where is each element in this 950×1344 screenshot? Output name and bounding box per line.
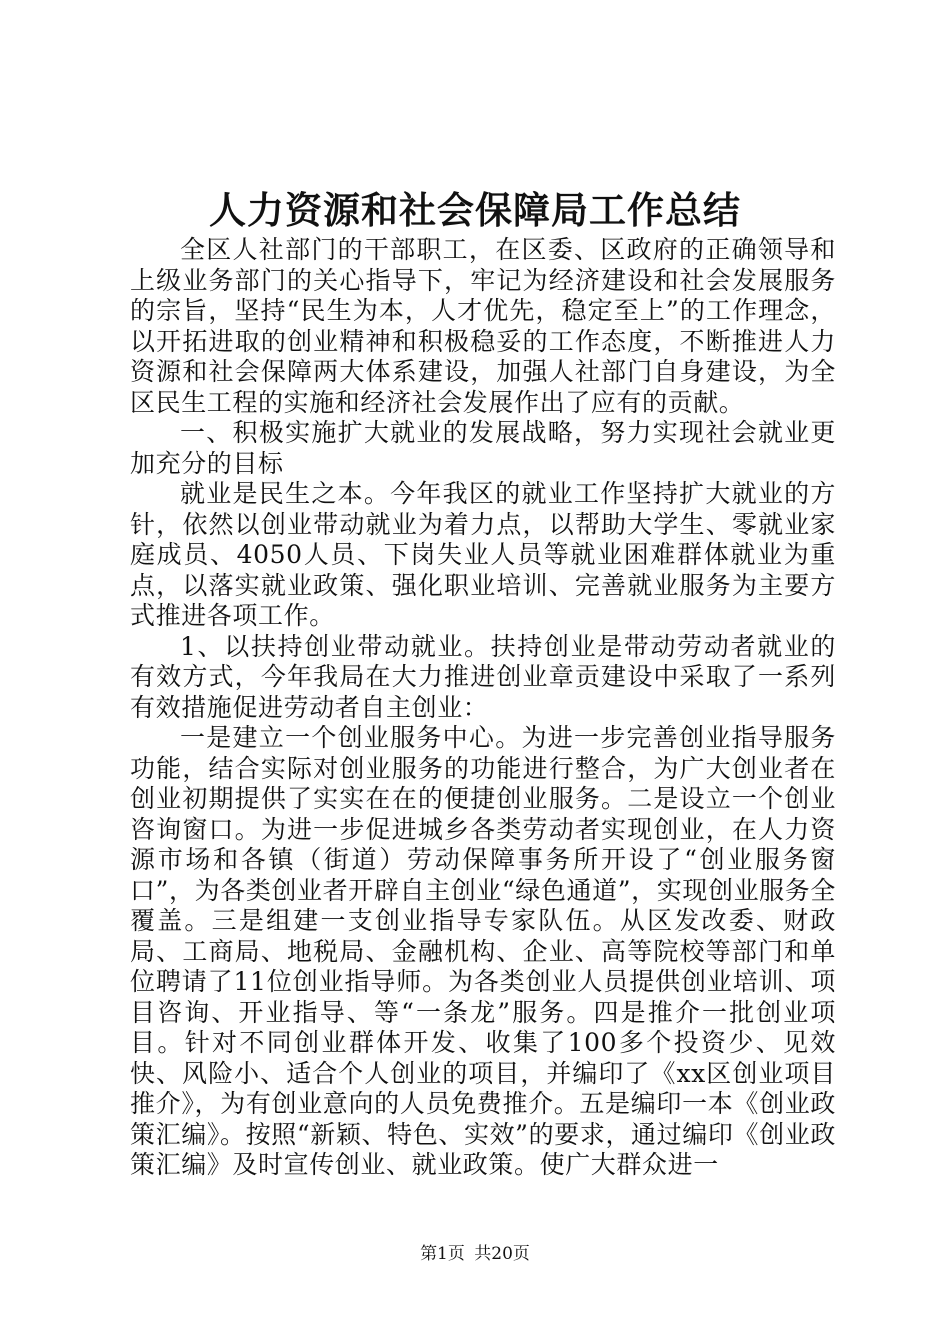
page-total: 共20页 [474, 1244, 530, 1264]
document-body [130, 235, 836, 1181]
paragraph-entrepreneurship: 1、以扶持创业带动就业。扶持创业是带动劳动者就业的有效方式，今年我局在大力推进创业章贡建设中采取了一系列有效措施促进劳动者自主创业： [130, 631, 836, 722]
page-footer [0, 1242, 950, 1266]
paragraph-intro: 全区人社部门的干部职工，在区委、区政府的正确领导和上级业务部门的关心指导下，牢记为经济建设和社会发展服务的宗旨，坚持“民生为本，人才优先，稳定至上”的工作理念，以开拓进取的创业精神和积极稳妥的工作态度，不断推进人力资源和社会保障两大体系建设，加强人社部门自身建设，为全区民生工程的实施和经济社会发展作出了应有的贡献。 [130, 235, 836, 417]
paragraph-measures: 一是建立一个创业服务中心。为进一步完善创业指导服务功能，结合实际对创业服务的功能进行整合，为广大创业者在创业初期提供了实实在在的便捷创业服务。二是设立一个创业咨询窗口。为进一步促进城乡各类劳动者实现创业，在人力资源市场和各镇（街道）劳动保障事务所开设了“创业服务窗口”，为各类创业者开辟自主创业“绿色通道”，实现创业服务全覆盖。三是组建一支创业指导专家队伍。从区发改委、财政局、工商局、地税局、金融机构、企业、高等院校等部门和单位聘请了11位创业指导师。为各类创业人员提供创业培训、项目咨询、开业指导、等“一条龙”服务。四是推介一批创业项目。针对不同创业群体开发、收集了100多个投资少、见效快、风险小、适合个人创业的项目，并编印了《xx区创业项目推介》，为有创业意向的人员免费推介。五是编印一本《创业政策汇编》。按照“新颖、特色、实效”的要求，通过编印《创业政策汇编》及时宣传创业、就业政策。使广大群众进一 [130, 723, 836, 1179]
paragraph-employment: 就业是民生之本。今年我区的就业工作坚持扩大就业的方针，依然以创业带动就业为着力点，以帮助大学生、零就业家庭成员、4050人员、下岗失业人员等就业困难群体就业为重点，以落实就业政策、强化职业培训、完善就业服务为主要方式推进各项工作。 [130, 479, 836, 630]
page-number: 第1页 [420, 1244, 465, 1264]
paragraph-section-heading: 一、积极实施扩大就业的发展战略，努力实现社会就业更加充分的目标 [130, 418, 836, 478]
document-title: 人力资源和社会保障局工作总结 [209, 188, 741, 232]
